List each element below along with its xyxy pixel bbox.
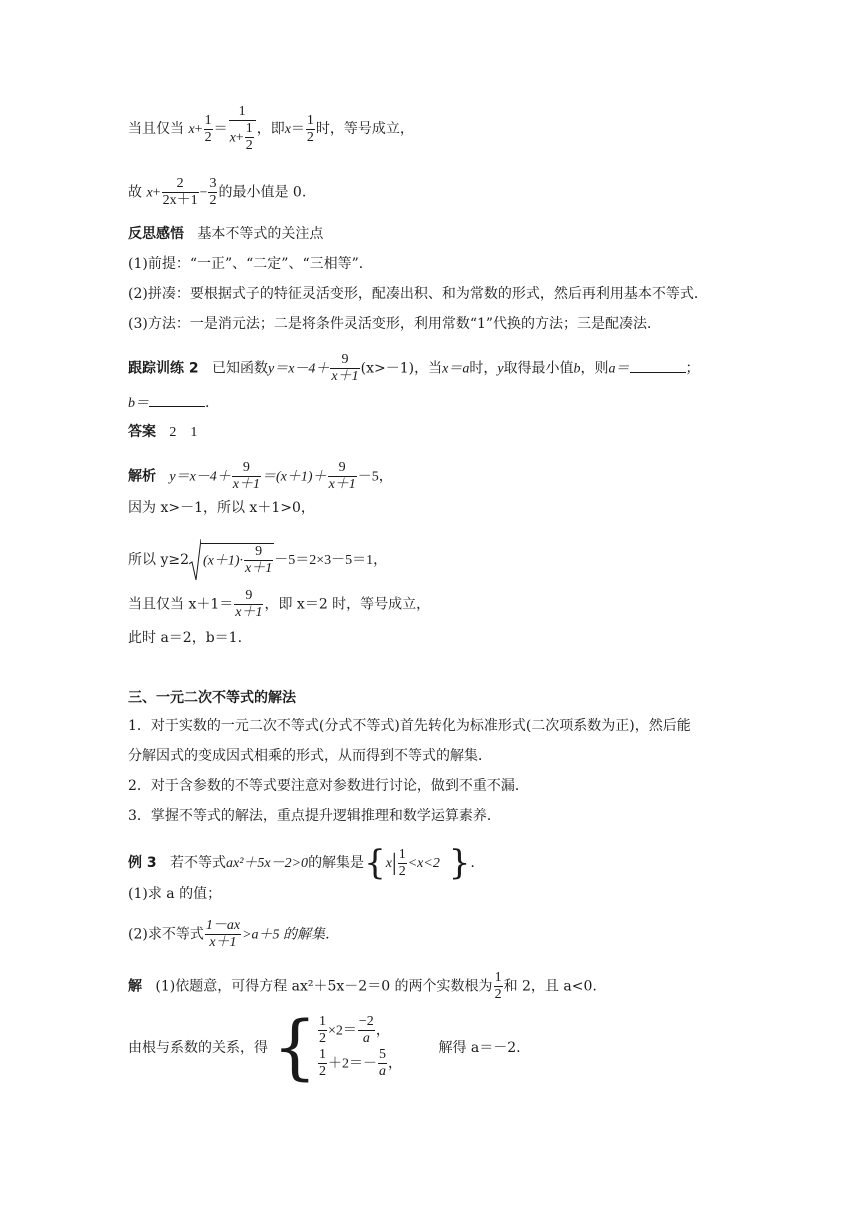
question-1: (1)求 a 的值； xyxy=(128,886,222,902)
equation-system xyxy=(317,1014,402,1080)
fraction xyxy=(330,352,359,385)
text: ，即 xyxy=(256,121,285,137)
numerator: 9 xyxy=(244,544,273,561)
var-y: y xyxy=(497,361,504,377)
numerator: 1 xyxy=(319,1047,326,1062)
equality-condition-line xyxy=(128,104,414,154)
text: 时， xyxy=(469,360,498,377)
solution-line-3 xyxy=(128,538,387,582)
example-line xyxy=(128,843,475,883)
radicand xyxy=(201,543,274,577)
text: ，则 xyxy=(580,360,609,377)
solution-line-5: 此时 a＝2，b＝1. xyxy=(128,630,243,646)
solution-line-2: 因为 x>－1，所以 x＋1>0， xyxy=(128,500,315,516)
radical-sign-icon xyxy=(189,538,201,582)
var-x: x xyxy=(188,122,195,137)
text: ， xyxy=(375,1022,390,1039)
formula: b＝ xyxy=(128,396,149,411)
text: ， xyxy=(388,1055,402,1072)
denominator: x＋1 xyxy=(245,561,273,576)
numerator: 2 xyxy=(162,176,199,193)
set-bar: | xyxy=(391,850,397,876)
fraction xyxy=(398,847,407,880)
minus: − xyxy=(199,185,208,201)
solution-3-line-2 xyxy=(128,1006,521,1088)
text: 若不等式 xyxy=(169,855,226,871)
formula: a＝ xyxy=(608,361,630,377)
fraction xyxy=(318,1014,327,1047)
formula: ×2＝ xyxy=(328,1023,357,1039)
answer-title: 答案 xyxy=(128,424,156,440)
formula: y＝x－4＋ xyxy=(169,469,231,485)
denominator: a xyxy=(362,1031,370,1046)
numerator: 9 xyxy=(330,352,359,369)
answer-value: 2 1 xyxy=(169,425,198,440)
denominator: 2 xyxy=(204,129,212,145)
denominator: x＋1 xyxy=(209,935,237,950)
solution-3-line-1 xyxy=(128,970,597,1003)
equals: ＝ xyxy=(290,121,305,137)
fraction xyxy=(229,104,256,154)
fraction xyxy=(245,121,254,154)
fraction xyxy=(234,588,263,621)
numerator: 1 xyxy=(245,121,253,136)
text: ，即 x＝2 时，等号成立， xyxy=(264,596,431,613)
formula: <x<2 xyxy=(407,856,440,871)
var-x: x xyxy=(385,856,392,871)
fraction xyxy=(306,113,315,146)
text: 取得最小值 xyxy=(503,360,574,377)
fraction xyxy=(205,918,241,951)
example-title: 例 3 xyxy=(128,855,157,871)
reflection-item-2: (2)拼凑：要根据式子的特征灵活变形，配凑出积、和为常数的形式，然后再利用基本不等式． xyxy=(128,286,708,302)
denominator: a xyxy=(379,1064,386,1079)
formula: ax²＋5x－2>0 xyxy=(225,856,309,871)
system-row-2 xyxy=(317,1047,402,1080)
text: (1)依题意，可得方程 ax²＋5x－2＝0 的两个实数根为 xyxy=(155,978,493,995)
numerator: 9 xyxy=(234,588,263,605)
var-x: x xyxy=(146,185,153,201)
min-value-line xyxy=(128,176,306,209)
denominator: 2 xyxy=(319,1031,326,1046)
text: 所以 y≥2 xyxy=(128,552,189,568)
answer-line xyxy=(128,422,197,443)
text: . xyxy=(470,855,475,871)
reflection-subtitle: 基本不等式的关注点 xyxy=(197,226,324,242)
paragraph-1b: 分解因式的变成因式相乘的形式，从而得到不等式的解集． xyxy=(128,748,492,764)
fraction xyxy=(162,176,199,209)
left-brace: { xyxy=(364,843,386,883)
text: 当且仅当 x＋1＝ xyxy=(128,596,234,613)
text: 故 xyxy=(128,184,142,201)
denominator: x＋1 xyxy=(232,477,261,492)
square-root xyxy=(189,538,274,582)
text: 已知函数 xyxy=(211,360,268,377)
formula: －5＝2×3－5＝1， xyxy=(274,553,388,568)
reflection-title: 反思感悟 xyxy=(128,226,184,242)
system-brace: { xyxy=(272,1006,317,1088)
var-x: x xyxy=(284,122,291,137)
reflection-item-3: (3)方法：一是消元法；二是将条件灵活变形，利用常数“1”代换的方法；三是配凑法． xyxy=(128,316,662,332)
numerator: 9 xyxy=(328,460,357,477)
fraction xyxy=(232,460,261,493)
text: 的最小值是 0. xyxy=(218,184,307,201)
numerator: 3 xyxy=(209,176,217,191)
text: (x>－1)，当 xyxy=(360,360,443,377)
numerator: 1 xyxy=(306,112,314,128)
answer-blank-a xyxy=(630,358,686,373)
solution-title: 解 xyxy=(128,978,142,995)
denominator: x＋1 xyxy=(331,369,359,384)
denominator: 2 xyxy=(494,987,502,1002)
tracking-exercise-line xyxy=(128,352,700,385)
formula: ＋2＝－ xyxy=(328,1056,377,1072)
formula: ＝(x＋1)＋ xyxy=(262,469,327,485)
denominator: 2 xyxy=(245,138,253,153)
numerator: 1 xyxy=(229,104,256,121)
numerator: 9 xyxy=(232,460,261,477)
text: 当且仅当 xyxy=(128,121,184,137)
text: 的解集是 xyxy=(308,855,365,871)
numerator: 1 xyxy=(204,112,212,128)
text: 解得 a＝－2. xyxy=(438,1040,521,1056)
text: 由根与系数的关系，得 xyxy=(128,1040,268,1056)
equals: ＝ xyxy=(213,121,228,137)
denominator: 2 xyxy=(209,193,217,208)
var-x: x xyxy=(229,130,236,146)
formula: x＝a xyxy=(442,361,470,377)
formula: (x＋1)· xyxy=(203,553,244,569)
denominator: 2 xyxy=(306,129,314,145)
paragraph-3: 3．掌握不等式的解法，重点提升逻辑推理和数学运算素养． xyxy=(128,808,501,824)
fraction xyxy=(328,460,357,493)
tracking-exercise-line-2 xyxy=(128,392,209,414)
denominator: 2x＋1 xyxy=(162,193,198,208)
plus: + xyxy=(152,185,161,201)
numerator: 5 xyxy=(379,1047,386,1062)
formula: y＝x－4＋ xyxy=(267,361,330,377)
formula: >a＋5 的解集． xyxy=(242,927,340,943)
paragraph-1a: 1．对于实数的一元二次不等式(分式不等式)首先转化为标准形式(二次项系数为正)，然后能 xyxy=(128,718,691,734)
var-b: b xyxy=(573,361,581,377)
text: 时，等号成立， xyxy=(315,121,414,137)
text: (2)求不等式 xyxy=(128,926,204,943)
formula: －5， xyxy=(357,469,393,485)
solution-line-4 xyxy=(128,588,430,621)
denominator: 2 xyxy=(319,1064,326,1079)
fraction xyxy=(378,1047,387,1080)
numerator: −2 xyxy=(358,1014,374,1029)
numerator: 1－ax xyxy=(205,918,241,933)
numerator: 1 xyxy=(494,970,502,985)
denominator: x＋1 xyxy=(235,605,263,620)
fraction xyxy=(204,113,213,146)
solution-title: 解析 xyxy=(128,468,156,485)
solution-line-1 xyxy=(128,460,393,493)
denominator: x＋1 xyxy=(328,477,356,492)
fraction xyxy=(358,1014,375,1047)
answer-blank-b xyxy=(149,392,205,407)
reflection-item-1: (1)前提：“一正”、“二定”、“三相等”． xyxy=(128,256,373,272)
paragraph-2: 2．对于含参数的不等式要注意对参数进行讨论，做到不重不漏． xyxy=(128,778,529,794)
fraction xyxy=(208,176,217,209)
denominator: 2 xyxy=(398,863,406,879)
numerator: 1 xyxy=(319,1014,326,1029)
system-row-1 xyxy=(317,1014,402,1047)
reflection-heading xyxy=(128,224,323,244)
exercise-title: 跟踪训练 2 xyxy=(128,360,199,377)
numerator: 1 xyxy=(398,846,406,862)
text: . xyxy=(205,395,210,411)
denominator xyxy=(229,121,256,154)
plus: + xyxy=(194,122,203,137)
fraction xyxy=(244,544,273,577)
text: ； xyxy=(685,360,700,377)
fraction xyxy=(318,1047,327,1080)
plus: + xyxy=(235,130,244,146)
question-2 xyxy=(128,918,339,951)
right-brace: } xyxy=(448,843,471,883)
text: 和 2，且 a<0. xyxy=(503,978,597,995)
section-title: 三、一元二次不等式的解法 xyxy=(128,690,296,706)
fraction xyxy=(494,970,503,1003)
